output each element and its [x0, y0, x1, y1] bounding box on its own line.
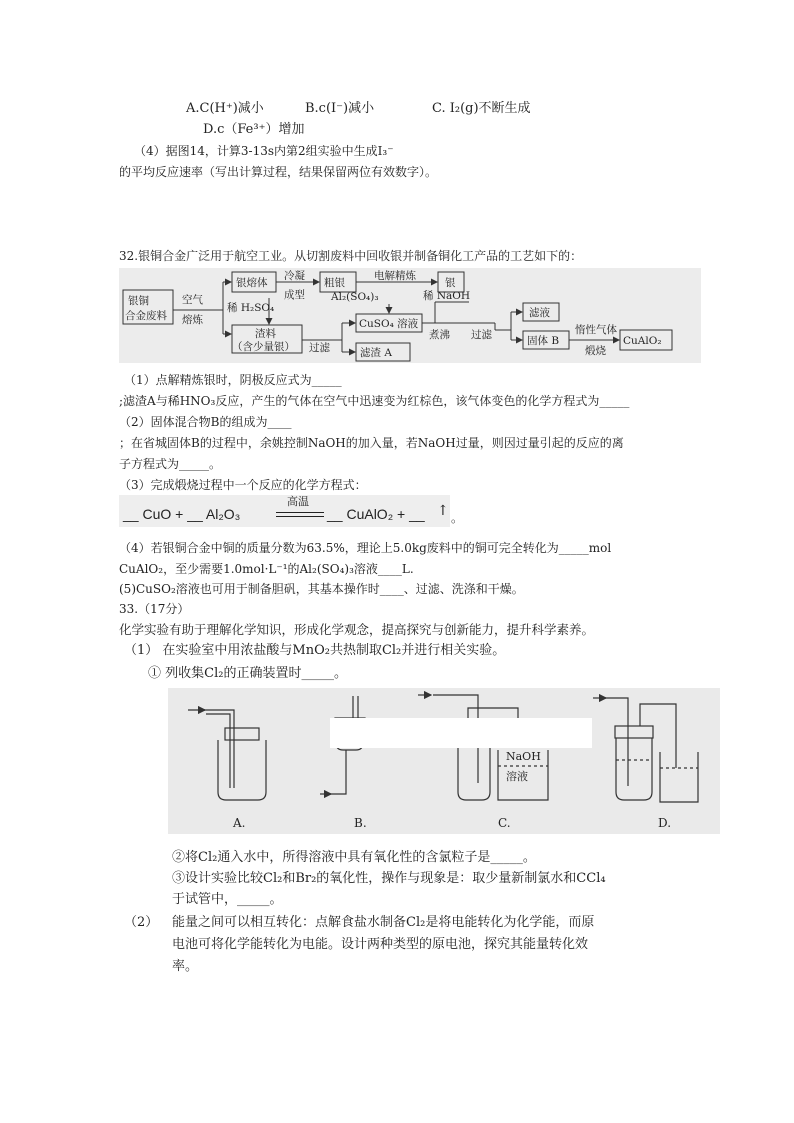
naoh-label: NaOH [506, 750, 541, 763]
option-c: C. Ⅰ₂(g)不断生成 [432, 101, 531, 116]
q32-part2b: ；在省城固体B的过程中，余姚控制NaOH的加入量，若NaOH过量，则因过量引起的反应的离 [119, 436, 624, 450]
q32-part1b: ;滤渣A与稀HNO₃反应，产生的气体在空气中迅速变为红棕色，该气体变色的化学方程式为_____ [119, 394, 630, 408]
q32-part3: （3）完成煅烧过程中一个反应的化学方程式： [119, 478, 367, 492]
label-d: D. [658, 816, 672, 830]
silver-label: 银 [445, 277, 456, 289]
option-b: B.c(Ⅰ⁻)减小 [305, 101, 375, 116]
q33-intro: 化学实验有助于理解化学知识，形成化学观念，提高探究与创新能力，提升科学素养。 [119, 622, 595, 637]
filter-label-2: 过滤 [471, 329, 492, 341]
q32-part1: （1）点解精炼银时，阴极反应式为_____ [124, 373, 342, 387]
q33-part2-number: （2） [124, 915, 159, 930]
apparatus-a [188, 710, 266, 800]
equation-period: 。 [451, 511, 464, 525]
option-a: A.C(H⁺)减小 [186, 101, 264, 116]
label-a: A. [233, 816, 246, 830]
label-c: C. [498, 816, 511, 830]
q32-intro: 32.银铜合金广泛用于航空工业。从切割废料中回收银并制备铜化工产品的工艺如下的： [119, 249, 583, 263]
solution-label: 溶液 [506, 770, 528, 783]
calcine-label: 煅烧 [585, 345, 606, 357]
slag-label-2: （含少量银） [232, 341, 295, 353]
residue-a-label: 滤渣 A [360, 347, 392, 359]
forming-label: 成型 [284, 289, 305, 301]
q33-part1: （1） 在实验室中用浓盐酸与MnO₂共热制取Cl₂并进行相关实验。 [124, 643, 506, 658]
equation-products: __ CuAlO₂ + __ [327, 506, 425, 522]
dilute-naoh-label: 稀 NaOH [423, 290, 471, 302]
dilute-acid-label: 稀 H₂SO₄ [227, 302, 275, 314]
q32-part2: （2）固体混合物B的组成为____ [119, 415, 292, 429]
q33-part2-line3: 率。 [172, 959, 199, 974]
q33-part1-2: ②将Cl₂通入水中，所得溶液中具有氧化性的含氯粒子是_____。 [172, 850, 536, 865]
equation-double-bar [276, 512, 324, 517]
q33-part2-line1: 能量之间可以相互转化：点解食盐水制备Cl₂是将电能转化为化学能，而原 [172, 915, 595, 930]
al2so4-label: Al₂(SO₄)₃ [331, 291, 379, 303]
solid-b-label: 固体 B [527, 335, 560, 347]
q33-part1-3a: ③设计实验比较Cl₂和Br₂的氧化性，操作与现象是：取少量新制氯水和CCl₄ [172, 871, 606, 886]
filter-label-1: 过滤 [309, 342, 330, 354]
filtrate-label: 滤液 [529, 307, 550, 319]
q32-part4a: （4）若银铜合金中铜的质量分数为63.5%，理论上5.0kg废料中的铜可完全转化为_____mol [119, 541, 612, 555]
equation-condition: 高温 [287, 495, 309, 508]
gas-arrow-icon: ↑ [437, 503, 449, 519]
q31-part4-line2: 的平均反应速率（写出计算过程，结果保留两位有效数字）。 [119, 165, 438, 179]
equation-reactants: __ CuO + __ Al₂O₃ [123, 506, 241, 522]
q32-part4b: CuAlO₂，至少需要1.0mol·L⁻¹的Al₂(SO₄)₃溶液____L. [119, 562, 414, 576]
calcination-equation [119, 495, 450, 527]
q32-part5: (5)CuSO₂溶液也可用于制备胆矾，其基本操作时____、过滤、洗涤和干燥。 [119, 582, 524, 596]
label-b: B. [354, 816, 367, 830]
watermark-overlay [330, 718, 592, 748]
feed-label-2: 合金废料 [125, 310, 167, 322]
slag-label-1: 渣料 [255, 328, 276, 340]
cuso4-label: CuSO₄ 溶液 [359, 318, 419, 330]
q33-part2-line2: 电池可将化学能转化为电能。设计两种类型的原电池，探究其能量转化效 [172, 937, 589, 952]
gas-collection-apparatus-figure [168, 688, 720, 834]
feed-label-1: 银铜 [128, 295, 149, 307]
smelt-label: 熔炼 [182, 314, 203, 326]
air-label: 空气 [182, 294, 203, 306]
apparatus-d [593, 698, 698, 802]
product-label: CuAlO₂ [623, 335, 662, 347]
q33-part1-3b: 于试管中，_____。 [172, 892, 283, 907]
molten-silver-label: 银熔体 [236, 277, 268, 289]
apparatus-svg [168, 688, 720, 834]
process-flow-svg [119, 268, 701, 363]
crude-silver-label: 粗银 [324, 277, 345, 289]
boil-label: 煮沸 [429, 329, 450, 341]
q33-part1-1: ① 列收集Cl₂的正确装置时_____。 [148, 666, 347, 681]
q31-part4-line1: （4）据图14，计算3-13s内第2组实验中生成I₃⁻ [134, 144, 394, 158]
q33-heading: 33.（17分） [119, 602, 190, 616]
inert-gas-label: 惰性气体 [575, 324, 617, 336]
option-d: D.c（Fe³⁺）增加 [203, 122, 305, 137]
process-flow-diagram [119, 268, 701, 363]
q32-part2c: 子方程式为_____。 [119, 457, 222, 471]
electrorefine-label: 电解精炼 [374, 270, 416, 282]
condense-label: 冷凝 [284, 270, 305, 282]
